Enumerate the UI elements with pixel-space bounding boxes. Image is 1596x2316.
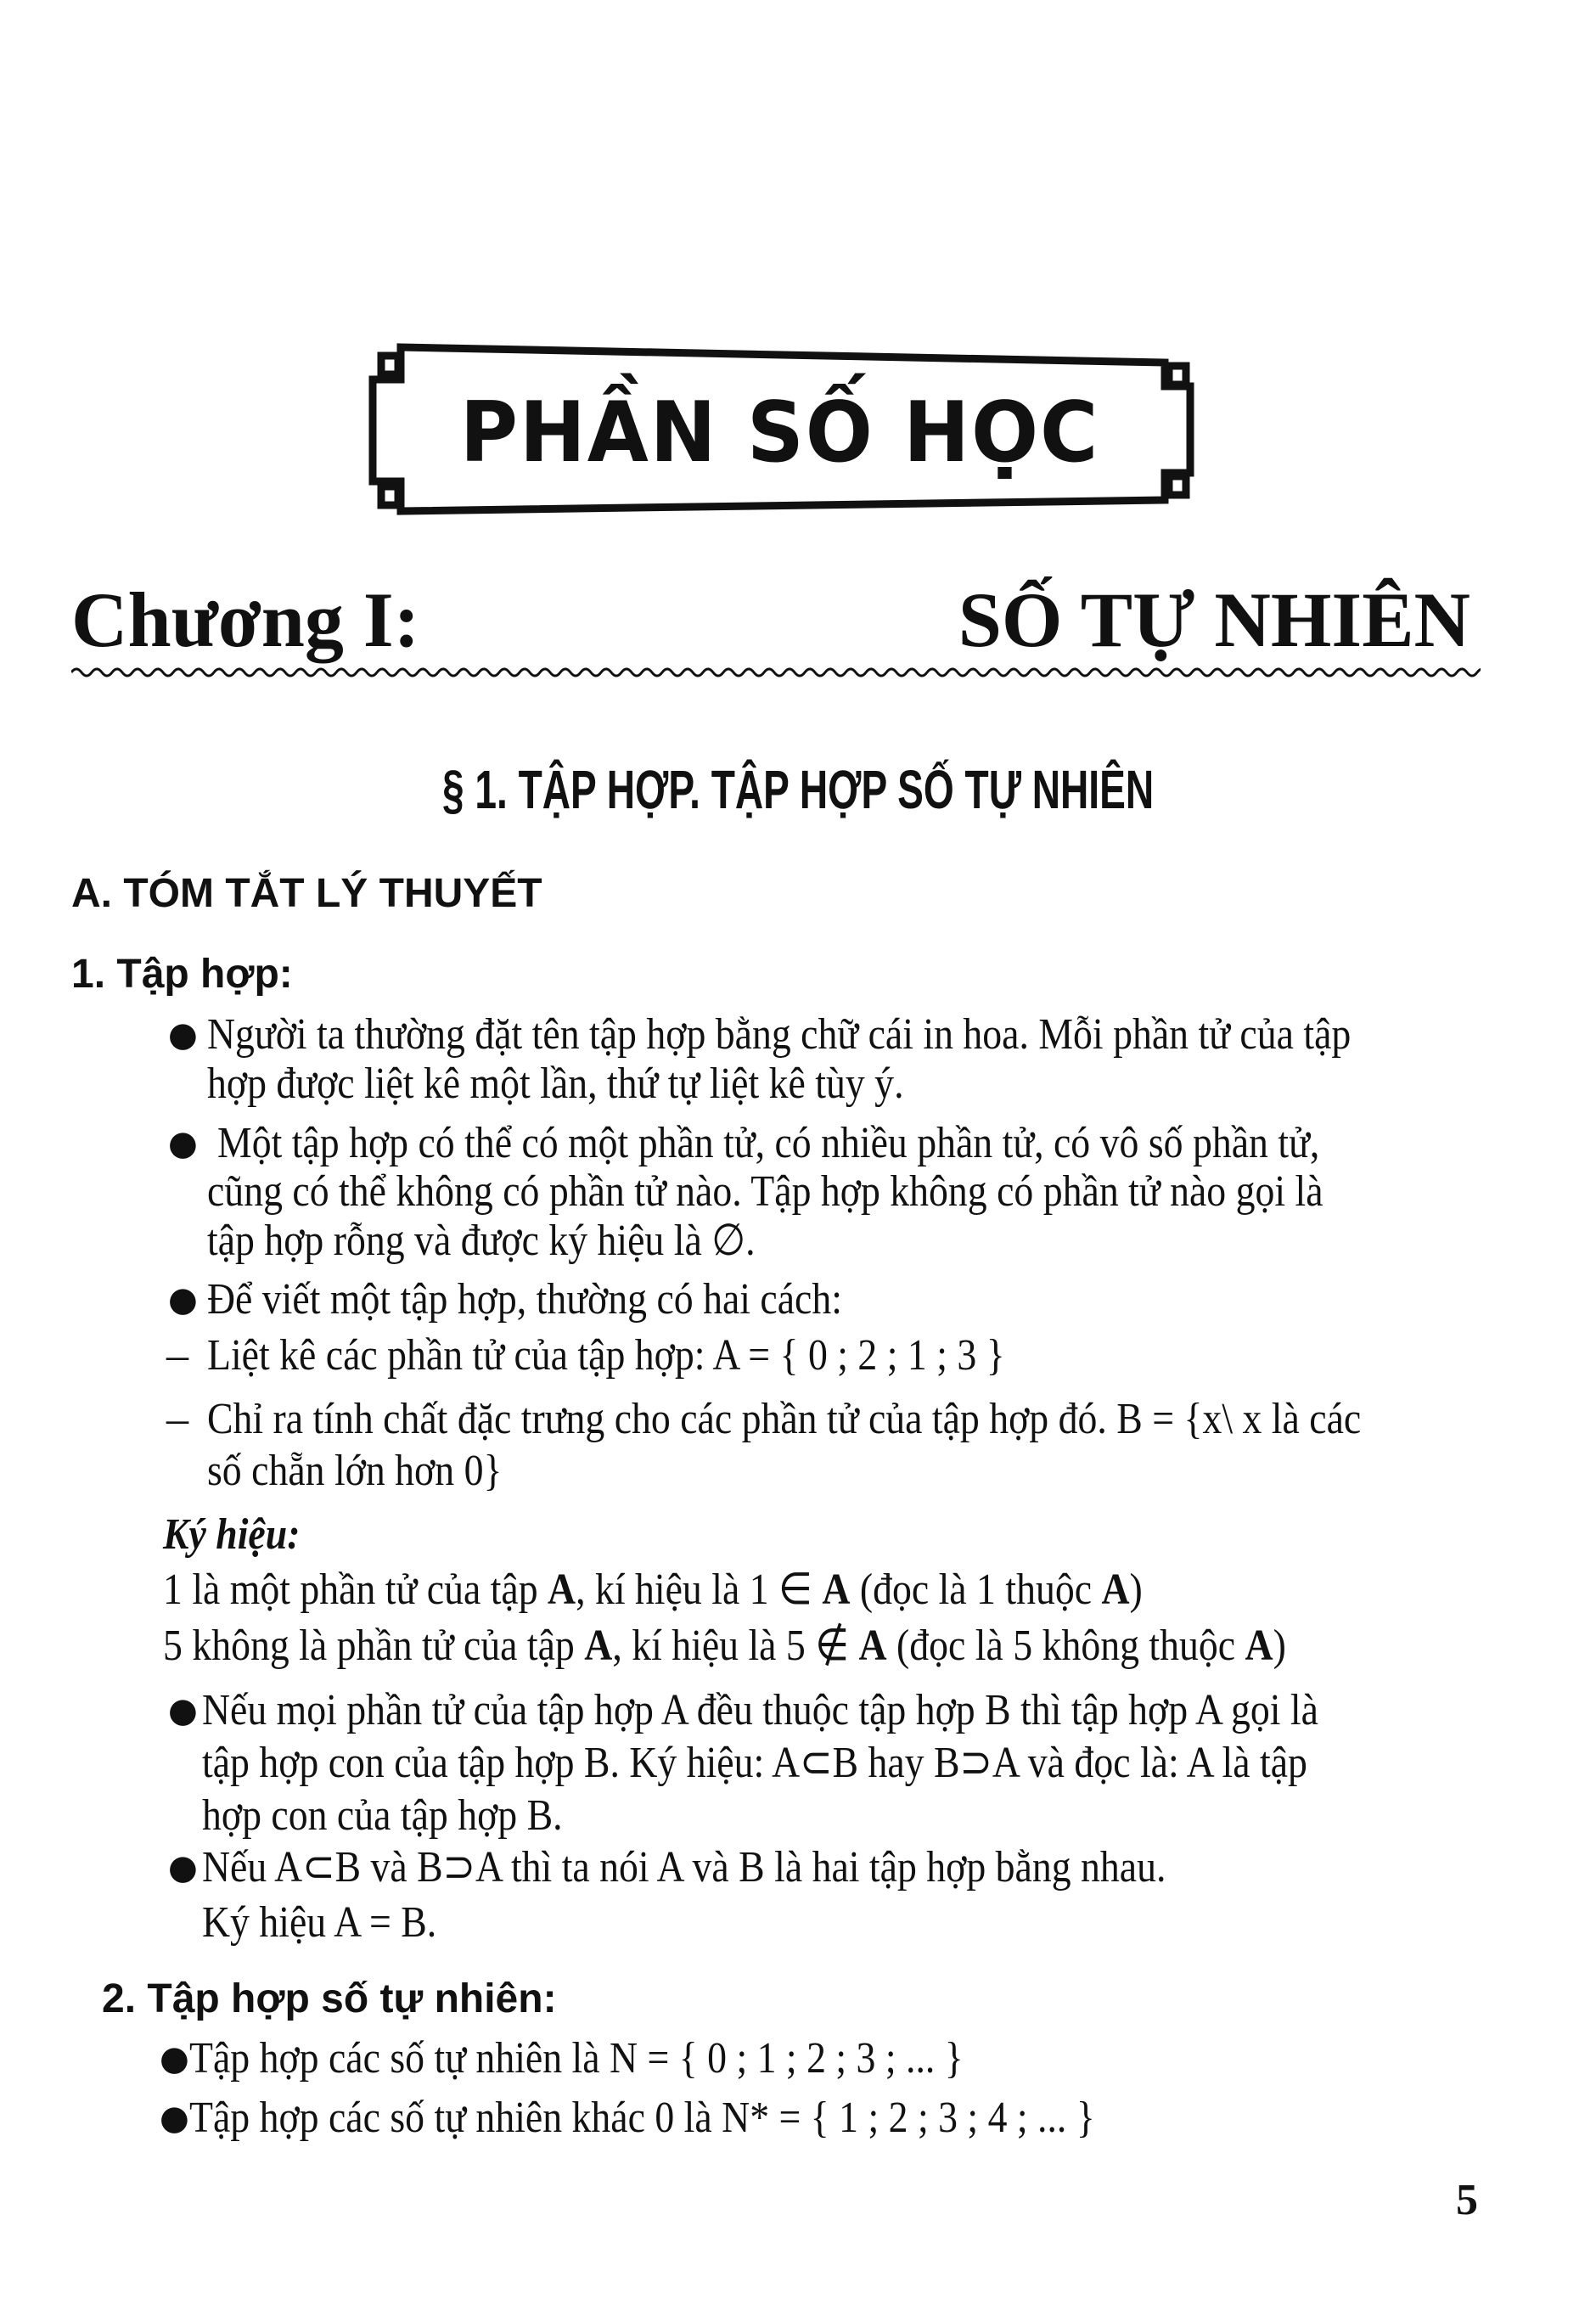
text-line: Ký hiệu A = B. bbox=[202, 1898, 437, 1947]
subsection-2-heading: 2. Tập hợp số tự nhiên: bbox=[102, 1976, 557, 2021]
text-line: tập hợp con của tập hợp B. Ký hiệu: A⊂B hay B⊃A và đọc là: A là tập bbox=[202, 1739, 1307, 1787]
text-line: hợp được liệt kê một lần, thứ tự liệt kê tùy ý. bbox=[207, 1060, 904, 1108]
text-line: Nếu mọi phần tử của tập hợp A đều thuộc tập hợp B thì tập hợp A gọi là bbox=[202, 1686, 1318, 1734]
text-line: Tập hợp các số tự nhiên khác 0 là N* = { 1 ; 2 ; 3 ; 4 ; ... } bbox=[189, 2094, 1095, 2142]
section-title: § 1. TẬP HỢP. TẬP HỢP SỐ TỰ NHIÊN bbox=[441, 759, 1155, 820]
dash-marker: – bbox=[166, 1331, 188, 1380]
bullet-icon: ● bbox=[168, 1691, 198, 1730]
bullet-icon: ● bbox=[168, 1124, 198, 1163]
bullet-icon: ● bbox=[160, 2039, 189, 2078]
text-line: Nếu A⊂B và B⊃A thì ta nói A và B là hai tập hợp bằng nhau. bbox=[202, 1843, 1166, 1892]
dash-marker: – bbox=[166, 1395, 188, 1443]
text-line: Chỉ ra tính chất đặc trưng cho các phần tử của tập hợp đó. B = {x\ x là các bbox=[207, 1395, 1362, 1443]
subsection-1-heading: 1. Tập hợp: bbox=[71, 952, 293, 997]
text-line: hợp con của tập hợp B. bbox=[202, 1791, 563, 1840]
bullet-icon: ● bbox=[168, 1015, 198, 1054]
bullet-icon: ● bbox=[168, 1280, 198, 1319]
text-line: Liệt kê các phần tử của tập hợp: A = { 0 ; 2 ; 1 ; 3 } bbox=[207, 1331, 1005, 1380]
wavy-divider bbox=[71, 662, 1481, 683]
page-number: 5 bbox=[1456, 2176, 1478, 2224]
symbol-line: 1 là một phần tử của tập A, kí hiệu là 1 ∈ A (đọc là 1 thuộc A) bbox=[163, 1566, 1143, 1614]
text-line: số chẵn lớn hơn 0} bbox=[207, 1447, 503, 1495]
part-a-heading: A. TÓM TẮT LÝ THUYẾT bbox=[71, 871, 542, 916]
symbol-line: 5 không là phần tử của tập A, kí hiệu là 5 ∉ A (đọc là 5 không thuộc A) bbox=[163, 1622, 1286, 1670]
text-line: tập hợp rỗng và được ký hiệu là ∅. bbox=[207, 1217, 756, 1265]
text-line: cũng có thể không có phần tử nào. Tập hợp không có phần tử nào gọi là bbox=[207, 1167, 1323, 1216]
text-line: Người ta thường đặt tên tập hợp bằng chữ cái in hoa. Mỗi phần tử của tập bbox=[207, 1010, 1352, 1059]
text-line: Để viết một tập hợp, thường có hai cách: bbox=[207, 1275, 842, 1324]
chapter-number: Chương I: bbox=[71, 576, 420, 663]
text-line: Một tập hợp có thể có một phần tử, có nhiều phần tử, có vô số phần tử, bbox=[217, 1119, 1320, 1167]
bullet-icon: ● bbox=[160, 2099, 189, 2138]
chapter-title: SỐ TỰ NHIÊN bbox=[958, 576, 1470, 663]
text-line: Tập hợp các số tự nhiên là N = { 0 ; 1 ; 2 ; 3 ; ... } bbox=[189, 2034, 964, 2083]
banner-title: PHẦN SỐ HỌC bbox=[459, 385, 1100, 481]
bullet-icon: ● bbox=[168, 1848, 198, 1887]
symbol-label: Ký hiệu: bbox=[163, 1510, 301, 1559]
